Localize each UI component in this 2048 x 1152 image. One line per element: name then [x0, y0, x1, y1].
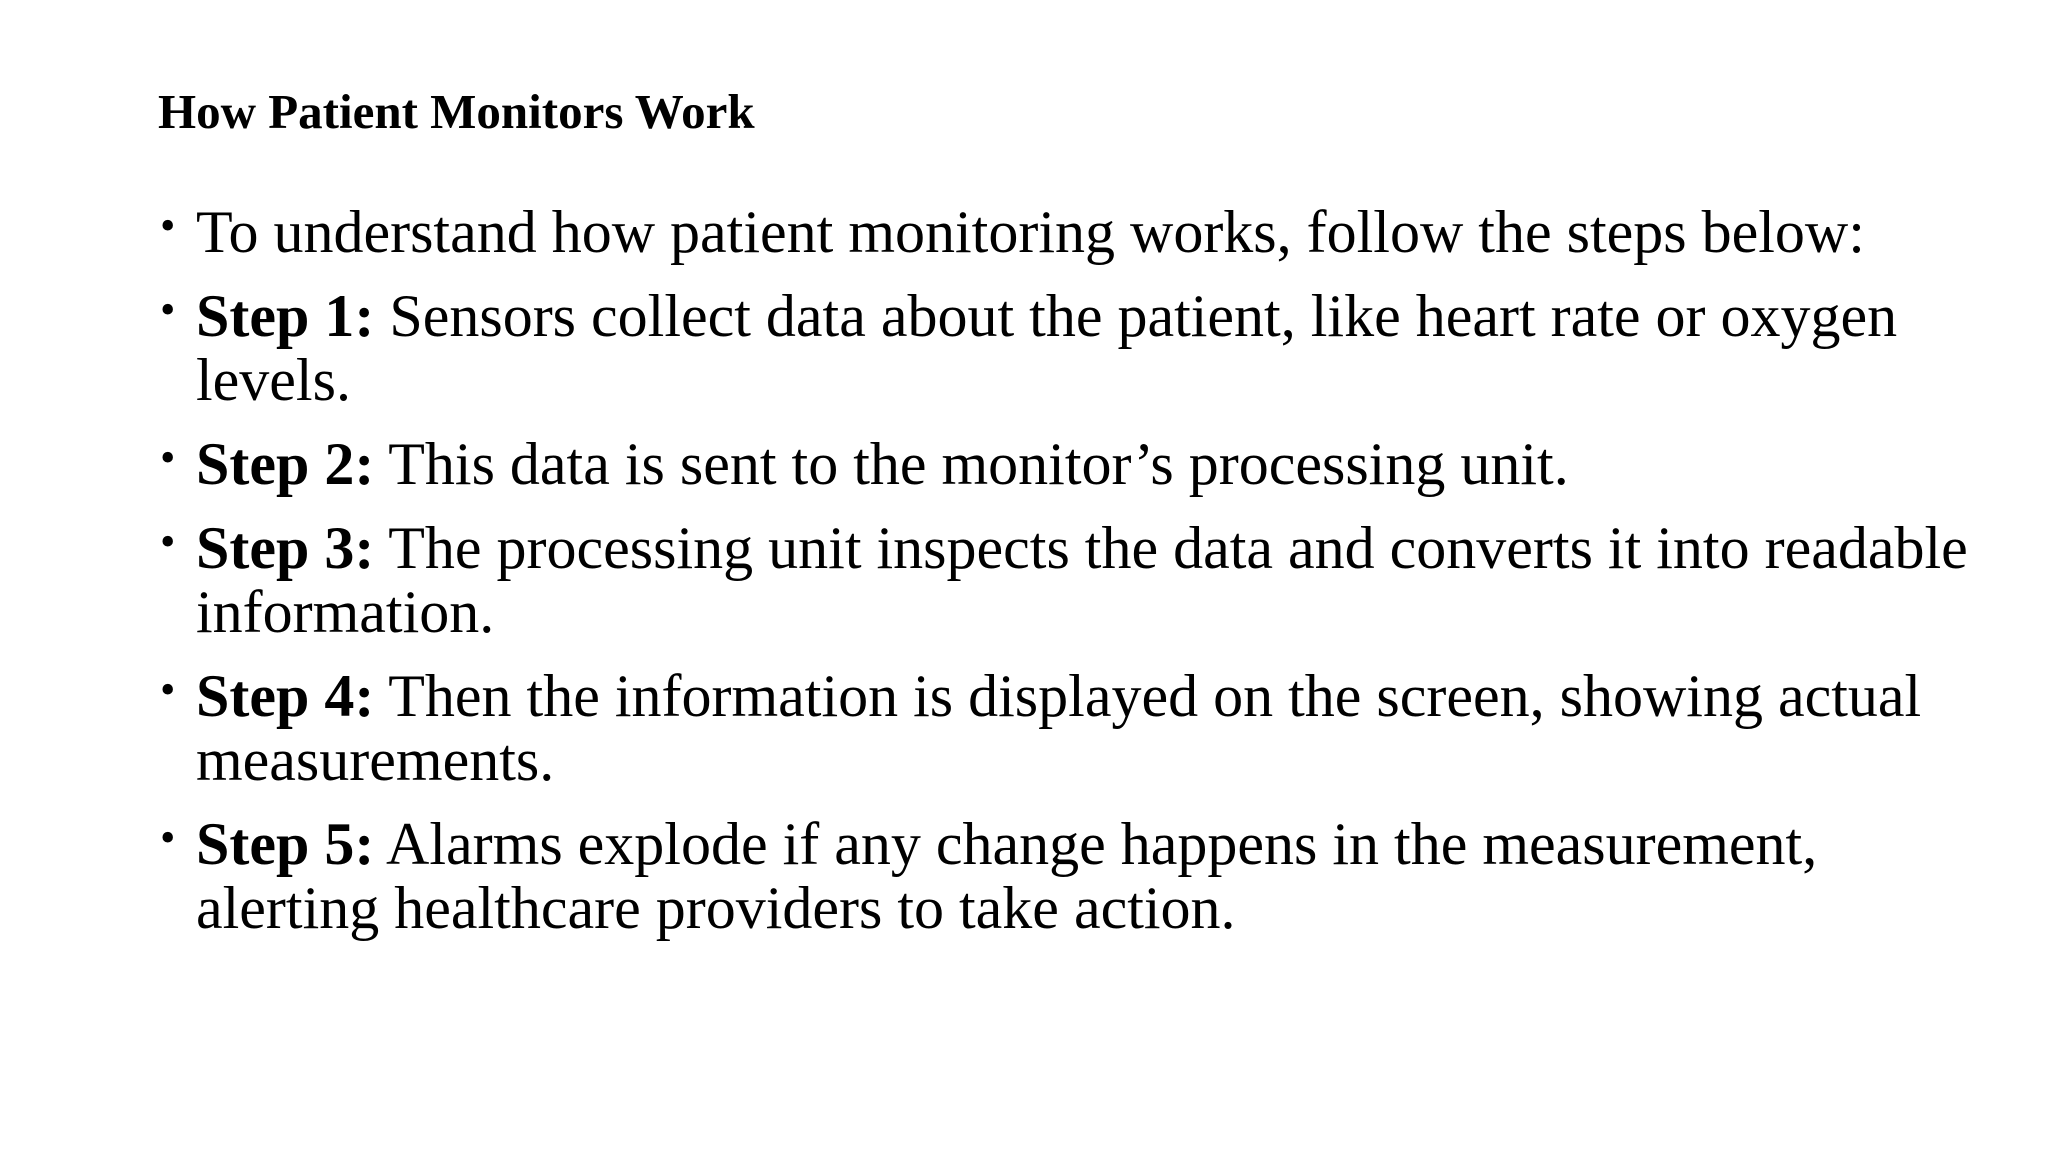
slide-title: How Patient Monitors Work — [158, 84, 755, 139]
bullet-dot-icon: • — [160, 201, 176, 250]
bullet-step-2 — [158, 432, 1988, 496]
step-label: Step 3: — [196, 515, 375, 581]
bullet-step-1 — [158, 284, 1988, 412]
step-label: Step 2: — [196, 431, 375, 497]
bullet-dot-icon: • — [160, 665, 176, 714]
bullet-step-3 — [158, 516, 1988, 644]
intro-text: To understand how patient monitoring works, follow the steps below: — [196, 199, 1865, 265]
step-label: Step 1: — [196, 283, 375, 349]
bullet-dot-icon: • — [160, 813, 176, 862]
step-label: Step 4: — [196, 663, 375, 729]
bullet-step-4 — [158, 664, 1988, 792]
bullet-intro — [158, 200, 1988, 264]
bullet-dot-icon: • — [160, 433, 176, 482]
step-label: Step 5: — [196, 811, 375, 877]
bullet-step-5 — [158, 812, 1988, 940]
step-text: This data is sent to the monitor’s processing unit. — [374, 431, 1569, 497]
bullet-dot-icon: • — [160, 285, 176, 334]
step-text: Then the information is displayed on the screen, showing actual measurements. — [196, 663, 1922, 793]
step-text: The processing unit inspects the data and converts it into readable information. — [196, 515, 1968, 645]
step-text: Alarms explode if any change happens in the measurement, alerting healthcare providers to take action. — [196, 811, 1818, 941]
step-text: Sensors collect data about the patient, like heart rate or oxygen levels. — [196, 283, 1898, 413]
bullet-list — [158, 200, 1988, 960]
bullet-dot-icon: • — [160, 517, 176, 566]
